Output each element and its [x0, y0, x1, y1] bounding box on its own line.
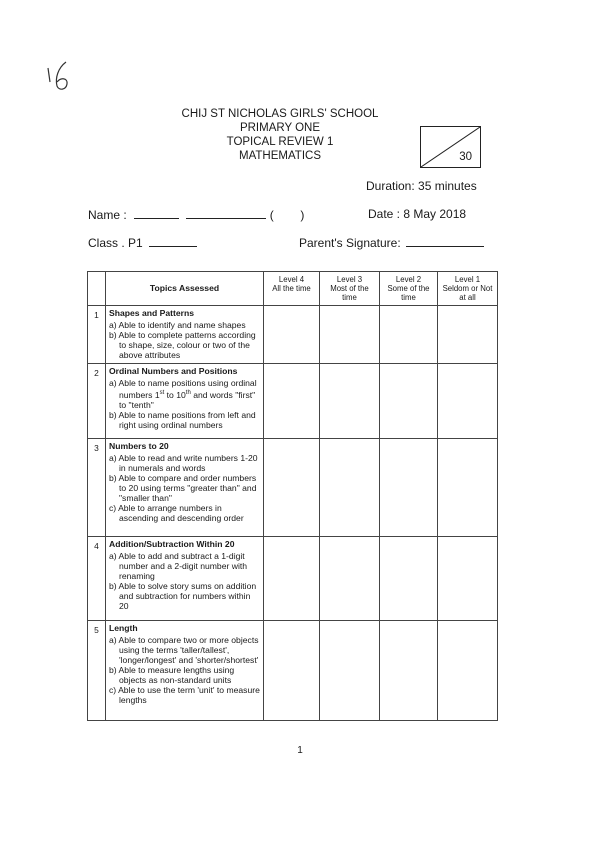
subject-title: MATHEMATICS	[239, 150, 321, 162]
class-row	[88, 235, 197, 250]
score-total: 30	[459, 151, 472, 163]
level-4-checkbox-cell[interactable]	[264, 537, 320, 621]
topic-title: Shapes and Patterns	[109, 308, 195, 318]
table-row	[88, 621, 498, 721]
level-desc: Most of the time	[330, 284, 369, 302]
topic-cell	[106, 621, 264, 721]
level-1-checkbox-cell[interactable]	[438, 306, 498, 364]
index-paren-open: (	[269, 208, 274, 222]
table-row	[88, 364, 498, 439]
topic-item: b) Able to solve story sums on addition and subtraction for numbers within 20	[109, 581, 257, 611]
table-row	[88, 439, 498, 537]
level-3-checkbox-cell[interactable]	[320, 364, 380, 439]
level-3-checkbox-cell[interactable]	[320, 306, 380, 364]
level-2-checkbox-cell[interactable]	[380, 439, 438, 537]
row-number: 5	[88, 621, 106, 721]
table-row	[88, 306, 498, 364]
header-level-2	[380, 272, 438, 306]
level-3-checkbox-cell[interactable]	[320, 439, 380, 537]
level-title: Level 2	[395, 275, 422, 284]
class-blank[interactable]	[149, 235, 197, 247]
topic-item: a) Able to read and write numbers 1-20 in numerals and words	[109, 453, 258, 473]
level-4-checkbox-cell[interactable]	[264, 621, 320, 721]
level-desc: All the time	[272, 284, 311, 293]
level-2-checkbox-cell[interactable]	[380, 621, 438, 721]
row-number: 2	[88, 364, 106, 439]
test-title: TOPICAL REVIEW 1	[226, 136, 334, 148]
topic-item: b) Able to complete patterns according to shape, size, colour or two of the above attributes	[109, 330, 256, 360]
handwritten-mark	[44, 58, 74, 94]
row-number: 4	[88, 537, 106, 621]
level-1-checkbox-cell[interactable]	[438, 439, 498, 537]
level-title: Level 1	[454, 275, 481, 284]
level-desc: Some of the time	[387, 284, 430, 302]
topic-title: Addition/Subtraction Within 20	[109, 539, 235, 549]
topic-item: a) Able to compare two or more objects using the terms 'taller/tallest', 'longer/longest' and 'shorter/shortest'	[109, 635, 259, 665]
level-1-checkbox-cell[interactable]	[438, 537, 498, 621]
school-name: CHIJ ST NICHOLAS GIRLS' SCHOOL	[181, 108, 379, 120]
level-1-checkbox-cell[interactable]	[438, 364, 498, 439]
level-title: PRIMARY ONE	[239, 122, 321, 134]
score-box	[420, 126, 481, 168]
row-number: 3	[88, 439, 106, 537]
class-label: Class . P1	[88, 236, 143, 250]
table-header-row	[88, 272, 498, 306]
header-topics: Topics Assessed	[106, 272, 264, 306]
duration: Duration: 35 minutes	[366, 179, 477, 193]
topic-item: b) Able to measure lengths using objects as non-standard units	[109, 665, 235, 685]
topic-item: a) Able to name positions using ordinal numbers 1st to 10th and words "first" to "tenth"	[109, 378, 257, 410]
topic-title: Ordinal Numbers and Positions	[109, 366, 238, 376]
topic-item: c) Able to use the term 'unit' to measure lengths	[109, 685, 260, 705]
header-num-cell	[88, 272, 106, 306]
row-number: 1	[88, 306, 106, 364]
topic-title: Numbers to 20	[109, 441, 169, 451]
topic-item: a) Able to identify and name shapes	[109, 320, 246, 330]
name-blank-2[interactable]	[186, 207, 266, 219]
level-3-checkbox-cell[interactable]	[320, 621, 380, 721]
parent-signature-blank[interactable]	[406, 235, 484, 247]
topic-cell	[106, 439, 264, 537]
level-4-checkbox-cell[interactable]	[264, 306, 320, 364]
assessment-table	[87, 271, 498, 721]
level-4-checkbox-cell[interactable]	[264, 439, 320, 537]
date: Date : 8 May 2018	[368, 207, 467, 221]
table-row	[88, 537, 498, 621]
level-desc: Seldom or Not at all	[442, 284, 493, 302]
topic-item: b) Able to name positions from left and right using ordinal numbers	[109, 409, 256, 430]
header-level-4	[264, 272, 320, 306]
level-3-checkbox-cell[interactable]	[320, 537, 380, 621]
level-2-checkbox-cell[interactable]	[380, 306, 438, 364]
topic-item: b) Able to compare and order numbers to 20 using terms "greater than" and "smaller than"	[109, 473, 257, 503]
header-level-3	[320, 272, 380, 306]
document-header	[150, 107, 410, 163]
topic-item: a) Able to add and subtract a 1-digit number and a 2-digit number with renaming	[109, 551, 248, 581]
parent-signature-label: Parent's Signature:	[299, 236, 401, 250]
level-2-checkbox-cell[interactable]	[380, 364, 438, 439]
topic-cell	[106, 364, 264, 439]
topic-cell	[106, 537, 264, 621]
page-number: 1	[297, 745, 303, 756]
index-paren-close: )	[300, 208, 305, 222]
level-title: Level 3	[336, 275, 363, 284]
level-4-checkbox-cell[interactable]	[264, 364, 320, 439]
parent-signature-row	[299, 235, 484, 250]
name-row	[88, 207, 304, 222]
topic-title: Length	[109, 623, 138, 633]
name-blank-1[interactable]	[134, 207, 179, 219]
topic-cell	[106, 306, 264, 364]
level-title: Level 4	[278, 275, 305, 284]
level-2-checkbox-cell[interactable]	[380, 537, 438, 621]
topic-item: c) Able to arrange numbers in ascending and descending order	[109, 503, 244, 523]
name-label: Name :	[88, 208, 127, 222]
level-1-checkbox-cell[interactable]	[438, 621, 498, 721]
header-level-1	[438, 272, 498, 306]
